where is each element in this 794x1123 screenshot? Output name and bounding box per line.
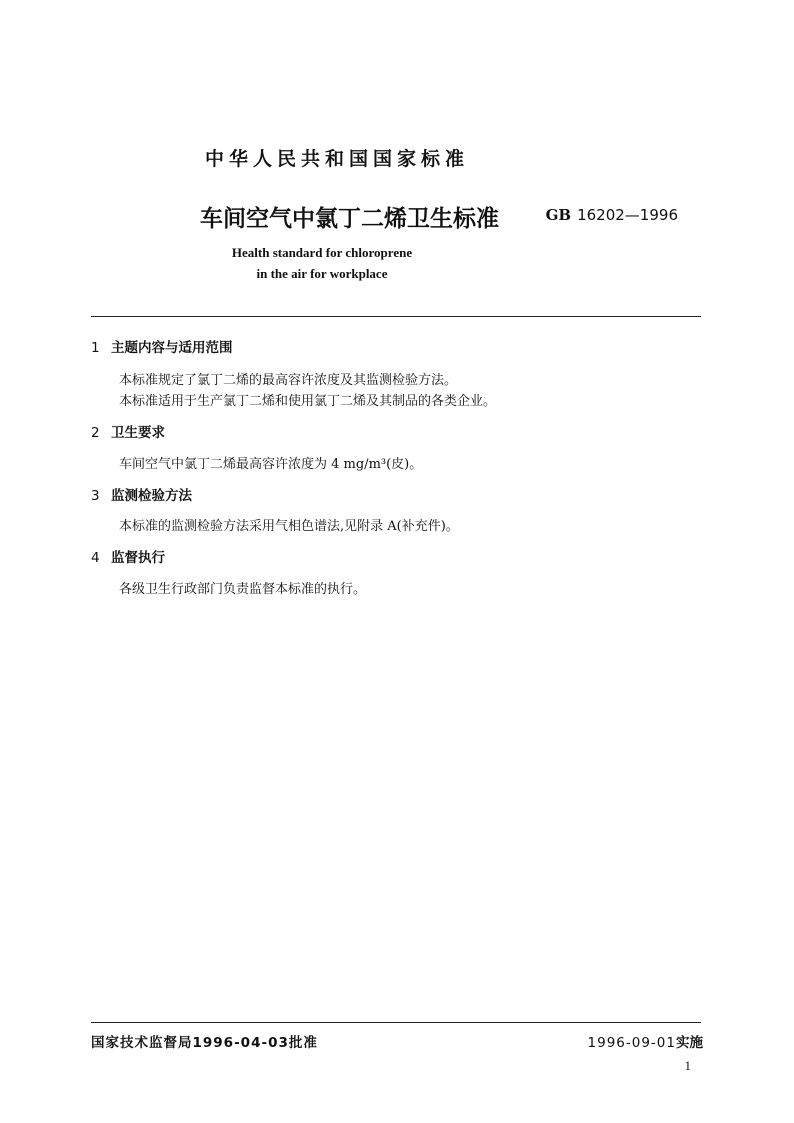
- section-title: 卫生要求: [111, 425, 165, 441]
- implementation-date: 1996-09-01: [587, 1035, 676, 1051]
- section-title: 监测检验方法: [111, 488, 192, 504]
- section-4-heading: [91, 546, 165, 566]
- english-title-line-2: in the air for workplace: [256, 266, 388, 281]
- implementation-label: 实施: [676, 1035, 703, 1051]
- document-title: 车间空气中氯丁二烯卫生标准: [200, 206, 499, 232]
- page-number: 1: [684, 1058, 691, 1073]
- standard-code-number: 16202—1996: [577, 206, 678, 224]
- implementation-statement: [588, 1031, 703, 1051]
- standard-code: [546, 206, 678, 224]
- section-1-heading: [91, 336, 233, 356]
- section-1-paragraph-1: 本标准规定了氯丁二烯的最高容许浓度及其监测检验方法。: [119, 373, 458, 388]
- section-title: 监督执行: [111, 550, 165, 566]
- section-number: 3: [91, 488, 100, 504]
- section-4-paragraph-1: 各级卫生行政部门负责监督本标准的执行。: [119, 582, 367, 597]
- english-title-line-1: Health standard for chloroprene: [231, 245, 413, 260]
- section-3-paragraph-1: 本标准的监测检验方法采用气相色谱法,见附录 A(补充件)。: [119, 519, 459, 534]
- footer-divider: [91, 1022, 701, 1023]
- standard-code-prefix: GB: [545, 206, 572, 224]
- approval-statement: 国家技术监督局1996-04-03批准: [91, 1035, 318, 1051]
- section-number: 2: [91, 425, 100, 441]
- section-number: 1: [91, 340, 100, 356]
- national-standard-title: 中华人民共和国国家标准: [204, 148, 469, 170]
- section-number: 4: [91, 550, 100, 566]
- section-2-heading: [91, 421, 165, 441]
- section-3-heading: [91, 484, 192, 504]
- section-2-paragraph-1: 车间空气中氯丁二烯最高容许浓度为 4 mg/m³(皮)。: [119, 457, 423, 472]
- section-1-paragraph-2: 本标准适用于生产氯丁二烯和使用氯丁二烯及其制品的各类企业。: [119, 394, 497, 409]
- section-title: 主题内容与适用范围: [111, 340, 233, 356]
- header-divider: [91, 316, 701, 317]
